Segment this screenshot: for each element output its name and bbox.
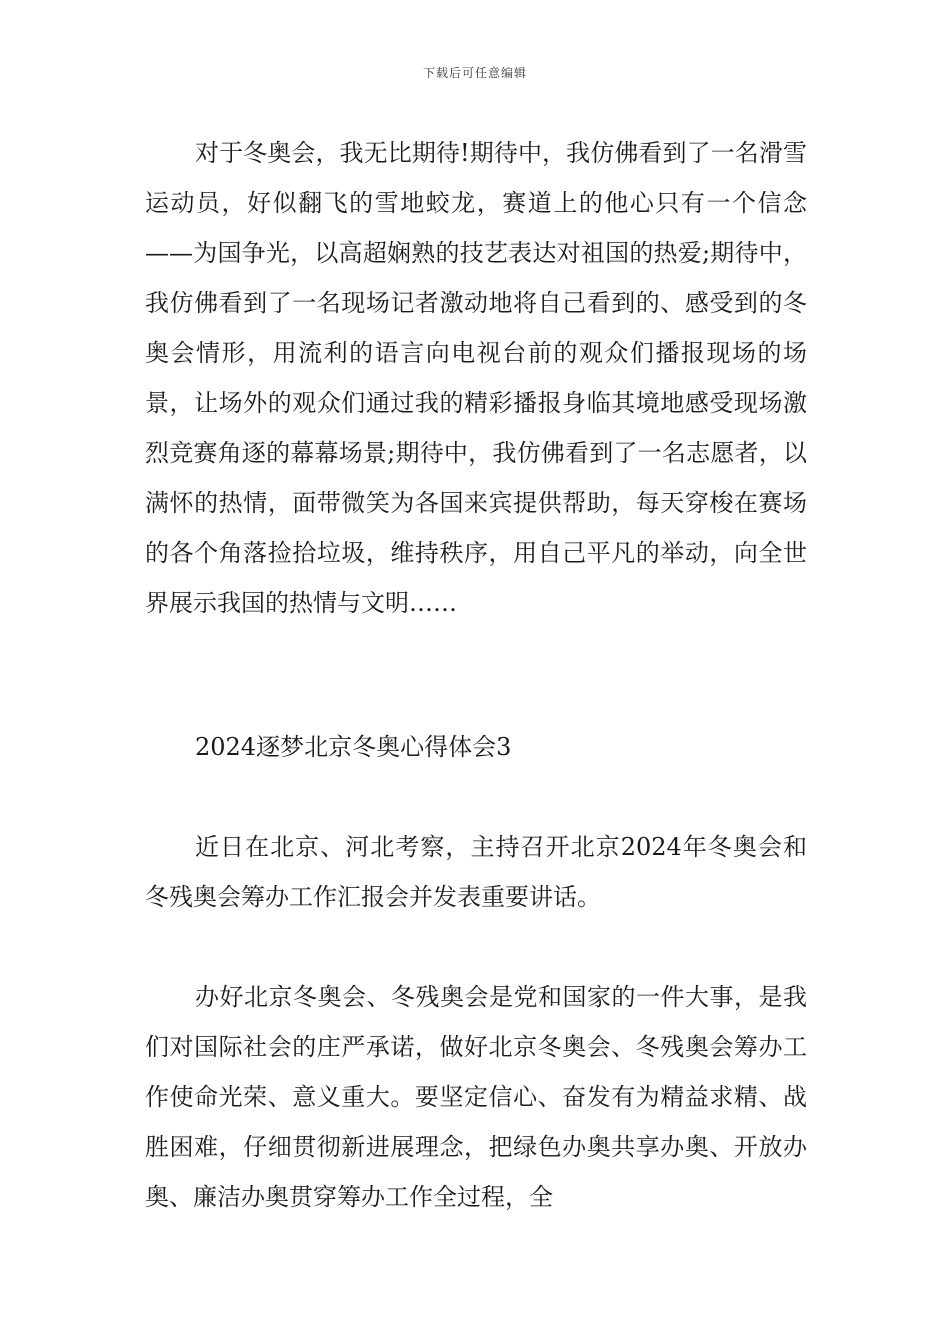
- paragraph-1: 对于冬奥会，我无比期待!期待中，我仿佛看到了一名滑雪运动员，好似翻飞的雪地蛟龙，赛道上的他心只有一个信念——为国争光，以高超娴熟的技艺表达对祖国的热爱;期待中，我仿佛看到了一名现场记者激动地将自己看到的、感受到的冬奥会情形，用流利的语言向电视台前的观众们播报现场的场景，让场外的观众们通过我的精彩播报身临其境地感受现场激烈竞赛角逐的幕幕场景;期待中，我仿佛看到了一名志愿者，以满怀的热情，面带微笑为各国来宾提供帮助，每天穿梭在赛场的各个角落捡拾垃圾，维持秩序，用自己平凡的举动，向全世界展示我国的热情与文明……: [145, 139, 807, 617]
- section-heading: 2024逐梦北京冬奥心得体会3: [195, 733, 512, 761]
- paragraph-2: 近日在北京、河北考察，主持召开北京2024年冬奥会和冬残奥会筹办工作汇报会并发表重要讲话。: [145, 833, 807, 911]
- paragraph-3: 办好北京冬奥会、冬残奥会是党和国家的一件大事，是我们对国际社会的庄严承诺，做好北京冬奥会、冬残奥会筹办工作使命光荣、意义重大。要坚定信心、奋发有为精益求精、战胜困难，仔细贯彻新进展理念，把绿色办奥共享办奥、开放办奥、廉洁办奥贯穿筹办工作全过程，全: [145, 983, 807, 1211]
- header-note: 下载后可任意编辑: [422, 66, 527, 80]
